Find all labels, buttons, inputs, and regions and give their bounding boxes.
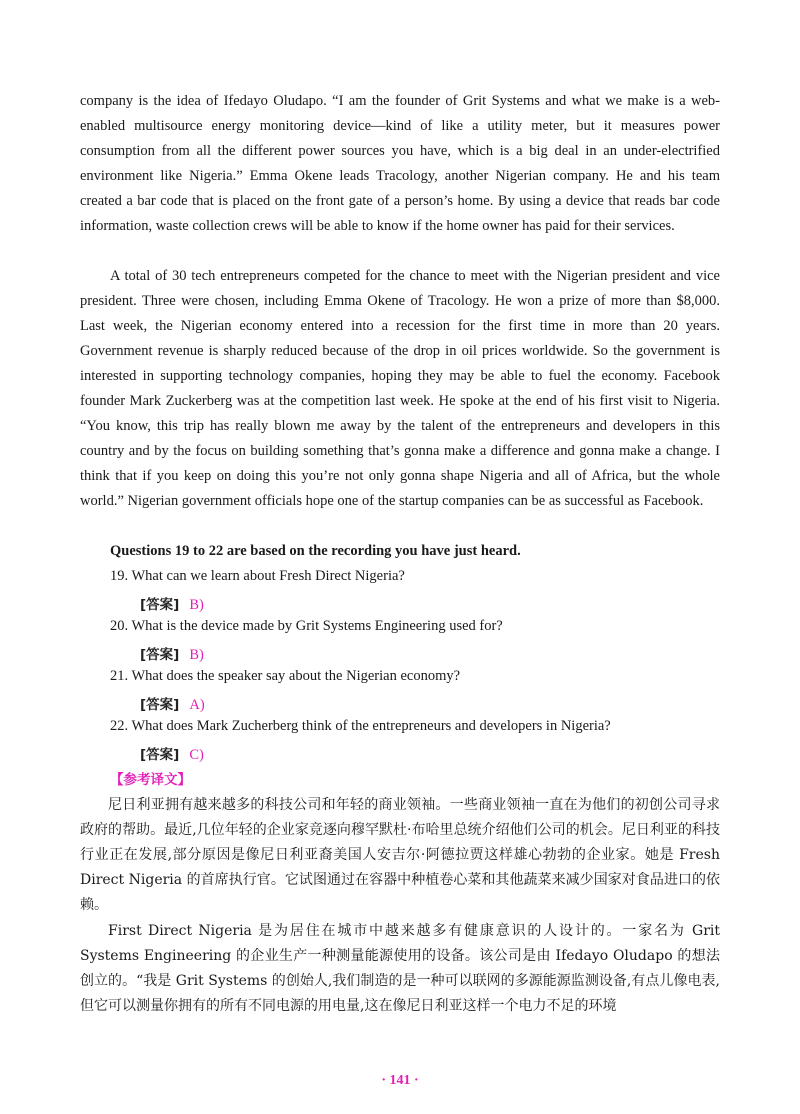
answer-22 [140, 743, 204, 764]
answer-label: [答案] [140, 697, 180, 713]
answer-value: B) [189, 647, 204, 663]
reference-translation-heading: 【参考译文】 [110, 772, 191, 788]
english-paragraph-1: company is the idea of Ifedayo Oludapo. “I am the founder of Grit Systems and what we make is a web-enabled multisource energy monitoring device—kind of like a utility meter, but it measures power consumption from all the different power sources you have, which is a big deal in an under-electrified environment like Nigeria.” Emma Okene leads Tracology, another Nigerian company. He and his team created a bar code that is placed on the front gate of a person’s home. By using a device that reads bar code information, waste collection crews will be able to know if the home owner has paid for their services. [80, 93, 720, 234]
answer-label: [答案] [140, 647, 180, 663]
question-20: 20. What is the device made by Grit Systems Engineering used for? [110, 618, 503, 634]
question-19: 19. What can we learn about Fresh Direct Nigeria? [110, 568, 405, 584]
question-22: 22. What does Mark Zucherberg think of the entrepreneurs and developers in Nigeria? [110, 718, 611, 734]
page-number: · 141 · [381, 1073, 419, 1088]
answer-21 [140, 693, 205, 714]
answer-value: A) [189, 697, 205, 713]
answer-label: [答案] [140, 597, 180, 613]
chinese-paragraph-1: 尼日利亚拥有越来越多的科技公司和年轻的商业领袖。一些商业领袖一直在为他们的初创公司寻求政府的帮助。最近,几位年轻的企业家竞逐向穆罕默杜·布哈里总统介绍他们公司的机会。尼日利亚的科技行业正在发展,部分原因是像尼日利亚裔美国人安吉尔·阿德拉贾这样雄心勃勃的企业家。她是 Fresh Direct Nigeria 的首席执行官。它试图通过在容器中种植卷心菜和其他蔬菜来减少国家对食品进口的依赖。 [80, 797, 720, 913]
answer-label: [答案] [140, 747, 180, 763]
questions-heading: Questions 19 to 22 are based on the recording you have just heard. [110, 543, 521, 559]
english-paragraph-2: A total of 30 tech entrepreneurs competed for the chance to meet with the Nigerian president and vice president. Three were chosen, including Emma Okene of Tracology. He won a prize of more than $8,000. Last week, the Nigerian economy entered into a recession for the first time in more than 20 years. Government revenue is sharply reduced because of the drop in oil prices worldwide. So the government is interested in supporting technology companies, hoping they may be able to fuel the economy. Facebook founder Mark Zuckerberg was at the competition last week. He spoke at the end of his first visit to Nigeria. “You know, this trip has really blown me away by the talent of the entrepreneurs and developers in this country and by the focus on building something that’s gonna make a difference and gonna make a change. I think that if you keep on doing this you’re not only gonna shape Nigeria and all of Africa, but the whole world.” Nigerian government officials hope one of the startup companies can be as successful as Facebook. [80, 268, 720, 509]
chinese-paragraph-2: First Direct Nigeria 是为居住在城市中越来越多有健康意识的人设计的。一家名为 Grit Systems Engineering 的企业生产一种测量能源使用的设备。该公司是由 Ifedayo Oludapo 的想法创立的。“我是 Grit Systems 的创始人,我们制造的是一种可以联网的多源能源监测设备,有点儿像电表,但它可以测量你拥有的所有不同电源的用电量,这在像尼日利亚这样一个电力不足的环境 [80, 923, 720, 1014]
question-21: 21. What does the speaker say about the Nigerian economy? [110, 668, 461, 684]
answer-value: B) [189, 597, 204, 613]
answer-value: C) [189, 747, 204, 763]
answer-19 [140, 593, 204, 614]
answer-20 [140, 643, 204, 664]
